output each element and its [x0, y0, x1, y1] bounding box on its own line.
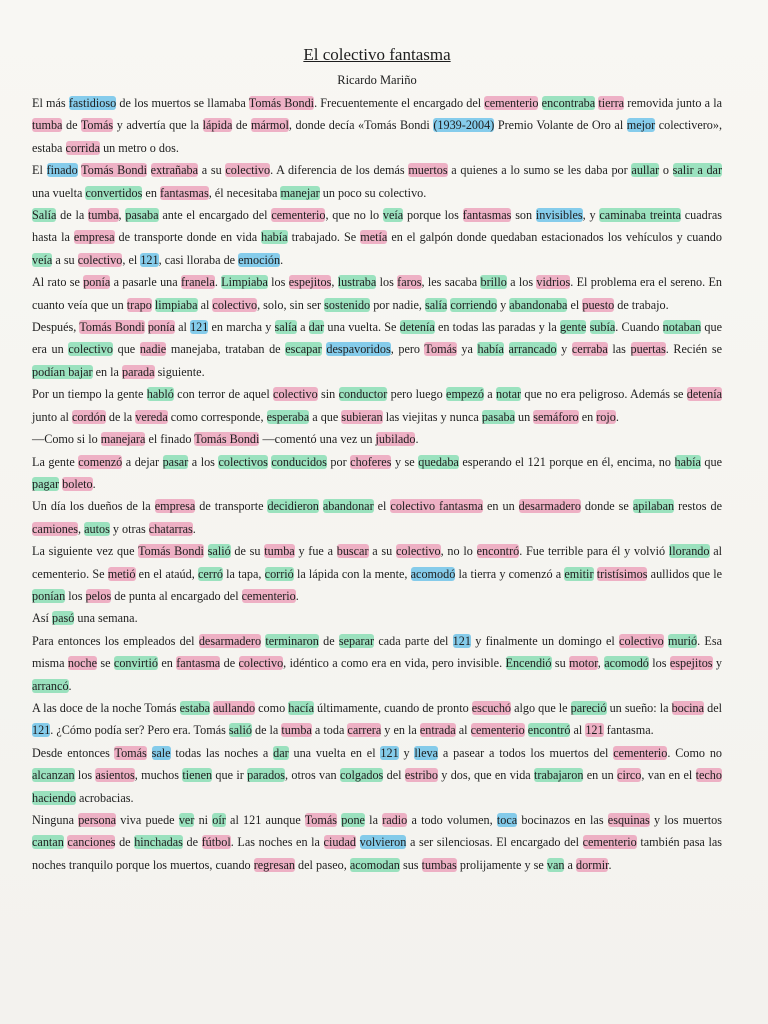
highlighted-word: había	[261, 230, 288, 245]
highlighted-word: dar	[308, 320, 325, 335]
highlighted-word: pasaba	[125, 208, 159, 223]
highlighted-word: vidrios	[536, 275, 571, 290]
highlighted-word: regresan	[253, 857, 295, 872]
highlighted-word: colgados	[339, 768, 384, 783]
highlighted-word: puertas	[630, 342, 666, 357]
highlighted-word: circo	[617, 768, 642, 783]
highlighted-word: extrañaba	[150, 163, 199, 178]
story-text	[32, 92, 722, 876]
highlighted-word: manejara	[100, 432, 146, 447]
highlighted-word: veía	[382, 208, 404, 223]
highlighted-word: hacía	[288, 700, 314, 715]
highlighted-word: salir a dar	[672, 163, 723, 178]
highlighted-word: Salía	[32, 208, 57, 223]
highlighted-word: acomodó	[604, 656, 649, 671]
highlighted-word: tumba	[32, 118, 63, 133]
highlighted-word: asientos	[95, 768, 135, 783]
highlighted-word: corrida	[65, 140, 101, 155]
highlighted-word: detenía	[686, 387, 722, 402]
highlighted-word: pareció	[570, 700, 607, 715]
highlighted-word: cerraba	[571, 342, 608, 357]
highlighted-word: bocina	[671, 700, 705, 715]
highlighted-word: Tomás	[424, 342, 457, 357]
highlighted-word: rojo	[596, 409, 616, 424]
highlighted-word: llorando	[668, 544, 710, 559]
highlighted-word: comenzó	[78, 454, 123, 469]
highlighted-word: pone	[341, 813, 365, 827]
highlighted-word: lleva	[414, 745, 439, 760]
highlighted-word: autos	[84, 521, 110, 536]
highlighted-word: emitir	[564, 566, 594, 581]
highlighted-word: colectivo	[619, 633, 664, 648]
paragraph: Después, Tomás Bondi ponía al 121 en marcha y salía a dar una vuelta. Se detenía en todas las paradas y la gente subía. Cuando notaban que era un colectivo que nadie manejaba, trataban de escapar despavoridos, pero Tomás ya había arrancado y cerraba las puertas. Recién se podían bajar en la parada siguiente.	[32, 320, 723, 379]
highlighted-word: noche	[67, 656, 97, 671]
highlighted-word: buscar	[336, 544, 369, 559]
highlighted-word: fútbol	[201, 835, 231, 850]
highlighted-word: colectivo	[395, 544, 441, 559]
highlighted-word: faros	[397, 275, 422, 290]
highlighted-word: vereda	[135, 409, 168, 424]
highlighted-word: mármol	[250, 118, 289, 133]
highlighted-word: colectivo	[225, 163, 271, 178]
highlighted-word: empresa	[154, 499, 196, 514]
paragraph: La gente comenzó a dejar pasar a los colectivos conducidos por choferes y se quedaba esperando el 121 porque en él, encima, no había que pagar boleto.	[32, 454, 723, 491]
highlighted-word: arrancado	[508, 342, 557, 357]
paragraph: El finado Tomás Bondi extrañaba a su colectivo. A diferencia de los demás muertos a quienes a lo sumo se les daba por aullar o salir a dar una vuelta convertidos en fantasmas, él necesitaba manejar un poco su colectivo.	[32, 163, 723, 200]
paragraph: —Como si lo manejara el finado Tomás Bondi —comentó una vez un jubilado.	[32, 432, 419, 447]
highlighted-word: despavoridos	[326, 342, 391, 357]
highlighted-word: colectivo	[273, 387, 318, 402]
highlighted-word: camiones	[32, 521, 79, 536]
paragraph: El más fastidioso de los muertos se llamaba Tomás Bondi. Frecuentemente el encargado del cementerio encontraba tierra removida junto a la tumba de Tomás y advertía que la lápida de mármol, donde decía «Tomás Bondi (1939-2004) Premio Volante de Oro al mejor colectivero», estaba corrida un metro o dos.	[32, 96, 723, 155]
highlighted-word: murió	[667, 633, 698, 648]
highlighted-word: cementerio	[470, 723, 525, 738]
paragraph: A las doce de la noche Tomás estaba aullando como hacía últimamente, cuando de pronto escuchó algo que le pareció un sueño: la bocina del 121. ¿Cómo podía ser? Pero era. Tomás salió de la tumba a toda carrera y en la entrada al cementerio encontró al 121 fantasma.	[32, 700, 723, 738]
highlighted-word: fantasma	[176, 656, 221, 671]
paragraph: Salía de la tumba, pasaba ante el encargado del cementerio, que no lo veía porque los fantasmas son invisibles, y caminaba treinta cuadras hasta la empresa de transporte donde en vida había trabajado. Se metía en el galpón donde quedaban estacionados los vehículos y cuando veía a su colectivo, el 121, casi lloraba de emoción.	[32, 208, 722, 267]
paragraph: Un día los dueños de la empresa de transporte decidieron abandonar el colectivo fantasma en un desarmadero donde se apilaban restos de camiones, autos y otras chatarras.	[32, 499, 722, 536]
paragraph: Por un tiempo la gente habló con terror de aquel colectivo sin conductor pero luego empezó a notar que no era peligroso. Además se detenía junto al cordón de la vereda como corresponde, esperaba a que subieran las viejitas y nunca pasaba un semáforo en rojo.	[32, 387, 722, 424]
document-title: El colectivo fantasma	[303, 45, 451, 64]
highlighted-word: chatarras	[148, 521, 193, 536]
highlighted-word: colectivo	[68, 342, 113, 357]
highlighted-word: encontró	[476, 544, 520, 559]
highlighted-word: tienen	[182, 768, 213, 783]
highlighted-word: caminaba treinta	[599, 208, 681, 223]
highlighted-word: emoción	[238, 252, 281, 267]
highlighted-word: decidieron	[267, 499, 319, 514]
highlighted-word: 121	[140, 252, 159, 267]
highlighted-word: colectivo fantasma	[390, 499, 484, 514]
highlighted-word: conductor	[338, 387, 388, 402]
highlighted-word: trabajaron	[534, 768, 584, 783]
highlighted-word: encontraba	[541, 96, 596, 110]
highlighted-word: encontró	[527, 723, 571, 738]
highlighted-word: Tomás Bondi	[194, 432, 260, 447]
highlighted-word: Tomás	[304, 813, 338, 827]
highlighted-word: acomodan	[349, 857, 400, 872]
highlighted-word: terminaron	[265, 633, 319, 648]
highlighted-word: cementerio	[582, 835, 637, 850]
highlighted-word: fastidioso	[68, 96, 117, 110]
highlighted-word: trapo	[126, 297, 152, 312]
highlighted-word: estaba	[179, 700, 211, 715]
highlighted-word: convirtió	[113, 656, 158, 671]
highlighted-word: alcanzan	[32, 768, 75, 783]
highlighted-word: entrada	[419, 723, 456, 738]
highlighted-word: acomodó	[410, 566, 456, 581]
highlighted-word: fantasmas	[462, 208, 512, 223]
highlighted-word: apilaban	[632, 499, 675, 514]
highlighted-word: van	[546, 857, 565, 872]
highlighted-word: convertidos	[85, 185, 143, 200]
highlighted-word: esperaba	[266, 409, 310, 424]
highlighted-word: choferes	[350, 454, 392, 469]
highlighted-word: ponía	[147, 320, 175, 335]
highlighted-word: subieran	[341, 409, 383, 424]
highlighted-word: puesto	[582, 297, 615, 312]
highlighted-word: hinchadas	[134, 835, 183, 850]
highlighted-word: nadie	[139, 342, 167, 357]
highlighted-word: corrió	[264, 566, 294, 581]
document-body	[32, 44, 722, 876]
highlighted-word: finado	[46, 163, 78, 178]
highlighted-word: sostenido	[324, 297, 371, 312]
highlighted-word: franela	[180, 275, 215, 290]
highlighted-word: dar	[273, 745, 289, 760]
highlighted-word: espejitos	[288, 275, 332, 290]
highlighted-word: tumba	[281, 723, 312, 738]
highlighted-word: aullar	[631, 163, 660, 178]
highlighted-word: 121	[380, 745, 399, 760]
highlighted-word: pagar	[32, 476, 60, 491]
paragraph: Ninguna persona viva puede ver ni oír al 121 aunque Tomás pone la radio a todo volumen, toca bocinazos en las esquinas y los muertos cantan canciones de hinchadas de fútbol. Las noches en la ciudad volvieron a ser silenciosas. El encargado del cementerio también pasa las noches tranquilo porque los muertos, cuando regresan del paseo, acomodan sus tumbas prolijamente y se van a dormir.	[32, 813, 722, 872]
highlighted-word: escapar	[285, 342, 322, 357]
highlighted-word: podían bajar	[32, 364, 93, 379]
highlighted-word: cementerio	[484, 96, 539, 110]
highlighted-word: veía	[32, 252, 53, 267]
highlighted-word: tumba	[264, 544, 295, 559]
highlighted-word: había	[674, 454, 701, 469]
highlighted-word: Tomás Bondi	[138, 544, 204, 559]
highlighted-word: salió	[207, 544, 231, 559]
highlighted-word: desarmadero	[198, 633, 262, 648]
highlighted-word: había	[477, 342, 504, 357]
highlighted-word: 121	[190, 320, 209, 335]
highlighted-word: estribo	[404, 768, 438, 783]
highlighted-word: corriendo	[450, 297, 498, 312]
highlighted-word: cerró	[197, 566, 223, 581]
paragraph: Al rato se ponía a pasarle una franela. Limpiaba los espejitos, lustraba los faros, les sacaba brillo a los vidrios. El problema era el sereno. En cuanto veía que un trapo limpiaba al colectivo, solo, sin ser sostenido por nadie, salía corriendo y abandonaba el puesto de trabajo.	[32, 275, 723, 312]
highlighted-word: ponían	[32, 588, 66, 603]
highlighted-word: techo	[695, 768, 722, 783]
highlighted-word: 121	[585, 723, 604, 738]
highlighted-word: sale	[151, 745, 171, 760]
highlighted-word: escuchó	[471, 700, 512, 715]
highlighted-word: 121	[452, 633, 471, 648]
highlighted-word: ponía	[83, 275, 111, 290]
highlighted-word: Tomás	[80, 118, 114, 133]
highlighted-word: lápida	[202, 118, 233, 133]
highlighted-word: muertos	[408, 163, 448, 178]
highlighted-word: Tomás Bondi	[248, 96, 315, 110]
highlighted-word: ciudad	[323, 835, 357, 850]
paragraph: La siguiente vez que Tomás Bondi salió de su tumba y fue a buscar a su colectivo, no lo encontró. Fue terrible para él y volvió llorando al cementerio. Se metió en el ataúd, cerró la tapa, corrió la lápida con la mente, acomodó la tierra y comenzó a emitir tristísimos aullidos que le ponían los pelos de punta al encargado del cementerio.	[32, 544, 723, 603]
highlighted-word: detenía	[399, 320, 435, 335]
highlighted-word: metía	[360, 230, 388, 245]
highlighted-word: Limpiaba	[221, 275, 268, 290]
highlighted-word: cementerio	[241, 588, 296, 603]
highlighted-word: parada	[122, 364, 155, 379]
highlighted-word: fantasmas	[159, 185, 209, 200]
highlighted-word: salía	[274, 320, 297, 335]
highlighted-word: tierra	[598, 96, 625, 110]
highlighted-word: motor	[569, 656, 598, 671]
highlighted-word: salía	[424, 297, 448, 312]
highlighted-word: empezó	[446, 387, 484, 402]
highlighted-word: empresa	[73, 230, 115, 245]
highlighted-word: conducidos	[271, 454, 327, 469]
highlighted-word: parados	[247, 768, 286, 783]
highlighted-word: limpiaba	[154, 297, 198, 312]
highlighted-word: Tomás Bondi	[79, 320, 145, 335]
highlighted-word: colectivo	[212, 297, 258, 312]
highlighted-word: canciones	[67, 835, 116, 850]
highlighted-word: pasó	[51, 611, 75, 626]
highlighted-word: habló	[146, 387, 174, 402]
document-author: Ricardo Mariño	[337, 73, 417, 87]
highlighted-word: pasaba	[481, 409, 515, 424]
highlighted-word: notaban	[662, 320, 702, 335]
highlighted-word: separar	[338, 633, 375, 648]
highlighted-word: persona	[78, 813, 117, 827]
highlighted-word: pasar	[162, 454, 189, 469]
highlighted-word: volvieron	[359, 835, 407, 850]
highlighted-word: quedaba	[418, 454, 459, 469]
highlighted-word: ver	[178, 813, 195, 827]
highlighted-word: esquinas	[607, 813, 650, 827]
highlighted-word: colectivo	[77, 252, 123, 267]
highlighted-word: haciendo	[32, 790, 76, 805]
paragraph: Desde entonces Tomás sale todas las noches a dar una vuelta en el 121 y lleva a pasear a todos los muertos del cementerio. Como no alcanzan los asientos, muchos tienen que ir parados, otros van colgados del estribo y dos, que en vida trabajaron en un circo, van en el techo haciendo acrobacias.	[32, 745, 723, 805]
highlighted-word: colectivos	[218, 454, 268, 469]
highlighted-word: tumba	[88, 208, 119, 223]
highlighted-word: desarmadero	[518, 499, 581, 514]
highlighted-word: espejitos	[669, 656, 713, 671]
highlighted-word: cementerio	[271, 208, 326, 223]
highlighted-word: notar	[496, 387, 522, 402]
highlighted-word: semáforo	[533, 409, 579, 424]
highlighted-word: salió	[228, 723, 252, 738]
highlighted-word: (1939-2004)	[433, 118, 495, 133]
highlighted-word: tumbas	[421, 857, 457, 872]
highlighted-word: gente	[559, 320, 587, 335]
highlighted-word: dormir	[575, 857, 609, 872]
highlighted-word: Tomás	[114, 745, 147, 760]
highlighted-word: carrera	[347, 723, 382, 738]
highlighted-word: manejar	[280, 185, 320, 200]
highlighted-word: boleto	[62, 476, 93, 491]
highlighted-word: lustraba	[337, 275, 377, 290]
highlighted-word: radio	[382, 813, 408, 827]
highlighted-word: pelos	[85, 588, 112, 603]
highlighted-word: metió	[107, 566, 136, 581]
highlighted-word: cantan	[32, 835, 64, 850]
highlighted-word: 121	[32, 723, 51, 738]
highlighted-word: Encendió	[505, 656, 552, 671]
highlighted-word: aullando	[213, 700, 256, 715]
highlighted-word: cordón	[71, 409, 106, 424]
highlighted-word: brillo	[480, 275, 507, 290]
highlighted-word: colectivo	[238, 656, 284, 671]
highlighted-word: tristísimos	[596, 566, 648, 581]
highlighted-word: subía	[589, 320, 616, 335]
highlighted-word: oír	[212, 813, 226, 827]
highlighted-word: mejor	[626, 118, 656, 133]
highlighted-word: toca	[496, 813, 518, 827]
highlighted-word: arrancó	[32, 678, 69, 693]
paragraph: Para entonces los empleados del desarmadero terminaron de separar cada parte del 121 y finalmente un domingo el colectivo murió. Esa misma noche se convirtió en fantasma de colectivo, idéntico a como era en vida, pero invisible. Encendió su motor, acomodó los espejitos y arrancó.	[32, 633, 723, 693]
highlighted-word: jubilado	[375, 432, 416, 447]
highlighted-word: abandonaba	[509, 297, 568, 312]
paragraph: Así pasó una semana.	[32, 611, 138, 626]
highlighted-word: Tomás Bondi	[81, 163, 147, 178]
highlighted-word: abandonar	[322, 499, 374, 514]
highlighted-word: invisibles	[535, 208, 583, 223]
highlighted-word: cementerio	[613, 745, 668, 760]
